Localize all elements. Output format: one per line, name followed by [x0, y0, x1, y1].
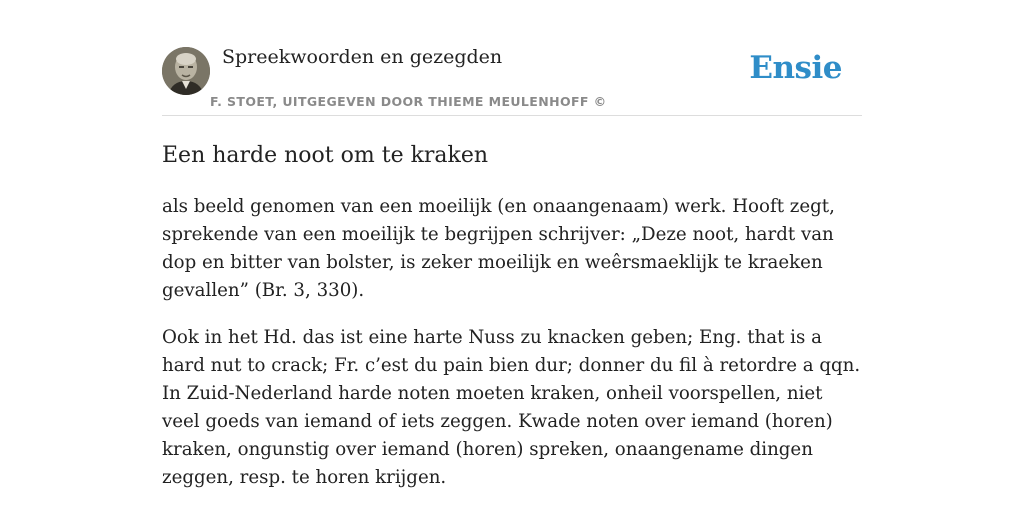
source-header [162, 40, 862, 116]
author-portrait-icon[interactable] [162, 47, 210, 95]
entry-paragraph: als beeld genomen van een moeilijk (en onaangenaam) werk. Hooft zegt, sprekende van een moeilijk te begrijpen schrijver: „Deze noot, hardt van dop en bitter van bolster, is zeker moeilijk en weêrsmaeklijk te kraeken gevallen” (Br. 3, 330). [162, 196, 835, 301]
source-title[interactable]: Spreekwoorden en gezegden [222, 46, 503, 68]
entry-card [162, 40, 862, 492]
entry-paragraph: Ook in het Hd. das ist eine harte Nuss zu knacken geben; Eng. that is a hard nut to crack; Fr. c’est du pain bien dur; donner du fil à retordre a qqn. In Zuid-Nederland harde noten moeten kraken, onheil voorspellen, niet veel goeds van iemand of iets zeggen. Kwade noten over iemand (horen) kraken, ongunstig over iemand (horen) spreken, onaangename dingen zeggen, resp. te horen krijgen. [162, 327, 861, 488]
brand-logo[interactable]: Ensie [749, 50, 842, 86]
source-credit: F. STOET, UITGEGEVEN DOOR THIEME MEULENHOFF © [210, 94, 607, 109]
entry-title: Een harde noot om te kraken [162, 143, 489, 168]
